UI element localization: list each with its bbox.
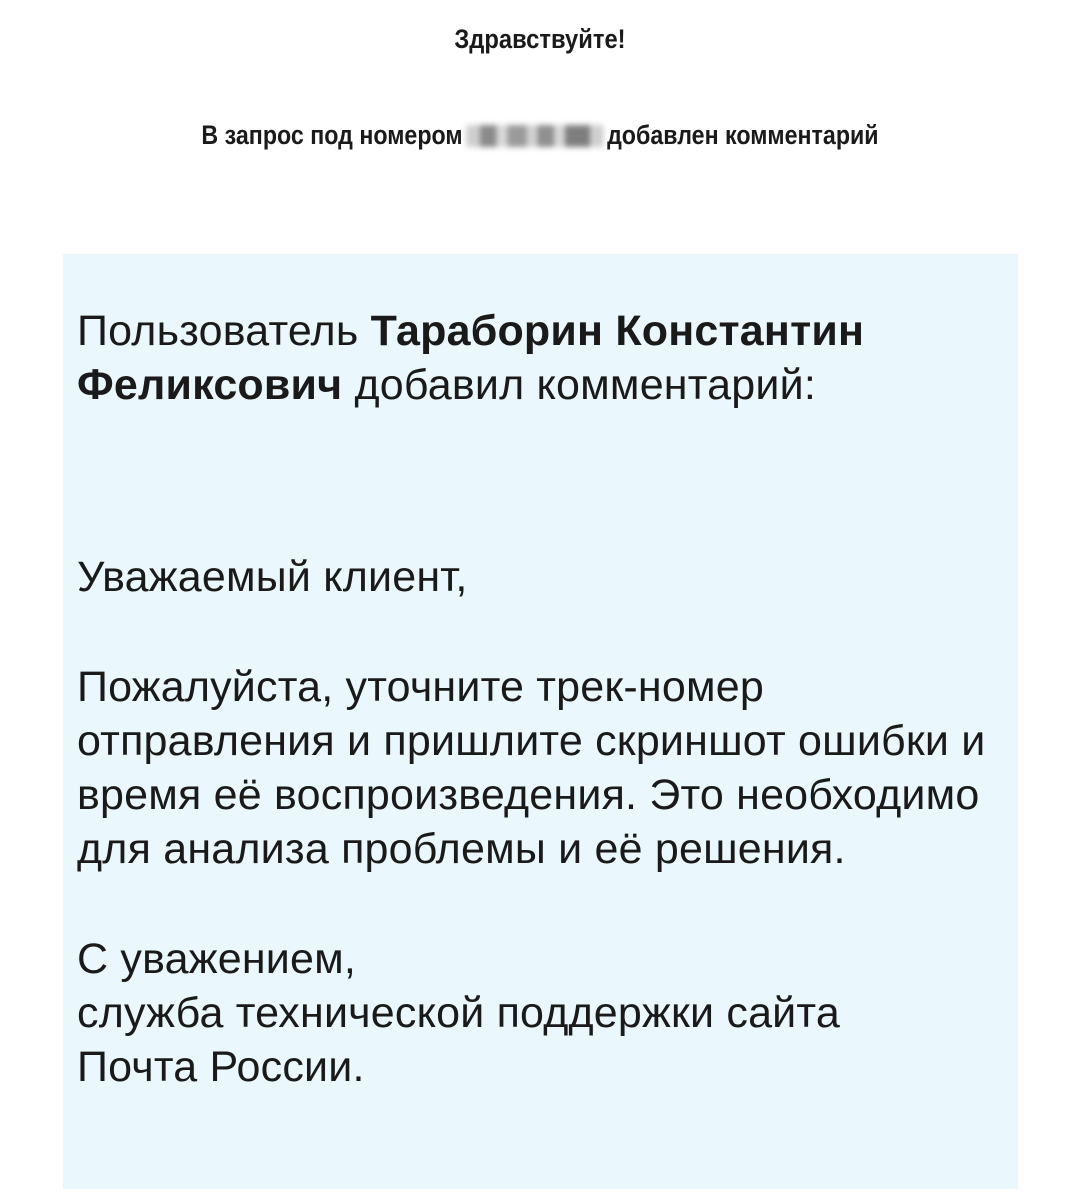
- author-name: Тараборин Константин Феликсович: [77, 307, 865, 409]
- closing: С уважением,: [77, 935, 357, 983]
- greeting-heading: Здравствуйте!: [454, 24, 626, 54]
- notice-suffix: добавлен комментарий: [607, 120, 879, 150]
- redacted-request-number: [466, 125, 604, 147]
- notice-prefix: В запрос под номером: [201, 120, 463, 150]
- comment-added-notice: [76, 120, 1005, 151]
- signature-line-2: Почта России.: [77, 1043, 365, 1091]
- intro-suffix: добавил комментарий:: [354, 361, 816, 409]
- comment-text: [77, 304, 1007, 1094]
- intro-prefix: Пользователь: [77, 307, 359, 355]
- salutation: Уважаемый клиент,: [77, 553, 468, 601]
- comment-body: Пожалуйста, уточните трек-номер отправления и пришлите скриншот ошибки и время её воспроизведения. Это необходимо для анализа проблемы и её решения.: [77, 663, 986, 873]
- comment-box: [63, 254, 1018, 1189]
- comment-intro: [77, 304, 1007, 412]
- signature-line-1: служба технической поддержки сайта: [77, 989, 840, 1037]
